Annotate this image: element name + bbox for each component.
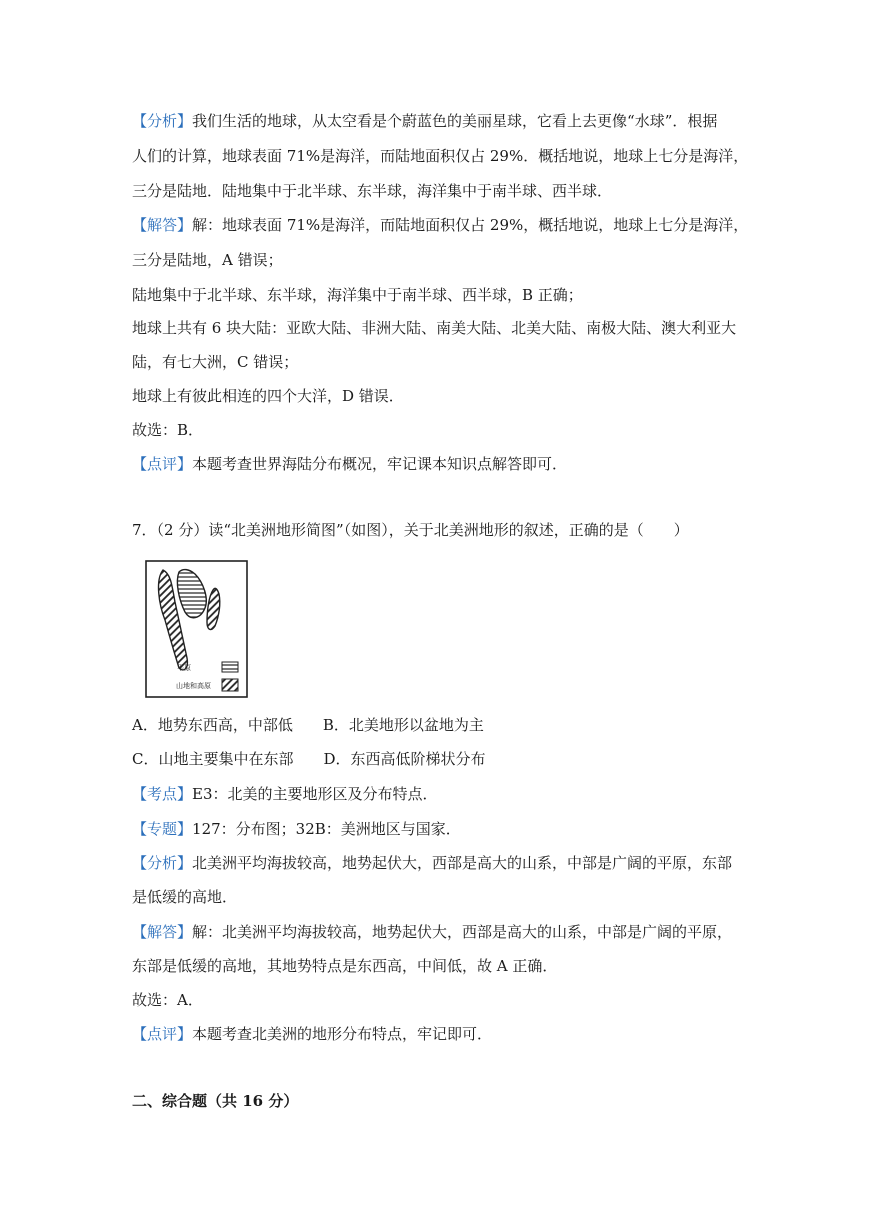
- section-tag: 解答: [147, 923, 178, 941]
- text-line: [132, 352, 298, 372]
- text-line: [132, 887, 237, 907]
- section-tag: 分析: [147, 854, 178, 872]
- line-text: 三分是陆地，A 错误；: [132, 251, 283, 269]
- line-text: A．地势东西高，中部低 B．北美地形以盆地为主: [132, 716, 484, 734]
- section-tag: 专题: [147, 820, 178, 838]
- line-text: 人们的计算，地球表面 71%是海洋，而陆地面积仅占 29%．概括地说，地球上七分是海洋，: [132, 147, 749, 165]
- text-line: 【点评】本题考查北美洲的地形分布特点，牢记即可．: [132, 1025, 493, 1043]
- line-text: 陆，有七大洲，C 错误；: [132, 353, 299, 371]
- line-text: 故选：B．: [132, 421, 204, 439]
- legend-mountain-swatch: [222, 679, 238, 691]
- text-line: 【分析】我们生活的地球，从太空看是个蔚蓝色的美丽星球，它看上去更像“水球”．根据: [132, 112, 718, 130]
- line-text: 是低缓的高地．: [132, 888, 238, 906]
- text-line: [132, 250, 283, 270]
- legend-plain-swatch: [222, 662, 238, 672]
- section-tag: 点评: [147, 455, 178, 473]
- text-line: 【考点】E3：北美的主要地形区及分布特点．: [132, 785, 438, 803]
- line-text: 解：地球表面 71%是海洋，而陆地面积仅占 29%，概括地说，地球上七分是海洋，: [192, 216, 749, 234]
- line-text: 北美洲平均海拔较高，地势起伏大，西部是高大的山系，中部是广阔的平原，东部: [192, 854, 733, 872]
- text-line: [132, 146, 748, 166]
- section-tag: 分析: [147, 112, 178, 130]
- text-line: [132, 715, 484, 735]
- text-line: [132, 956, 557, 976]
- text-line: [132, 318, 736, 338]
- section-tag: 点评: [147, 1025, 178, 1043]
- text-line: 【分析】北美洲平均海拔较高，地势起伏大，西部是高大的山系，中部是广阔的平原，东部: [132, 854, 733, 872]
- section-tag: 解答: [147, 216, 178, 234]
- legend-mountain-label: 山地和高原: [176, 683, 211, 690]
- line-text: 7．（2 分）读“北美洲地形简图”（如图），关于北美洲地形的叙述，正确的是（ ）: [132, 521, 689, 539]
- text-line: 【解答】解：北美洲平均海拔较高，地势起伏大，西部是高大的山系，中部是广阔的平原，: [132, 923, 733, 941]
- line-text: 东部是低缓的高地，其地势特点是东西高，中间低，故 A 正确．: [132, 957, 558, 975]
- text-line: [132, 386, 404, 406]
- text-line: [132, 420, 203, 440]
- line-text: E3：北美的主要地形区及分布特点．: [192, 785, 438, 803]
- line-text: 二、综合题（共 16 分）: [132, 1092, 299, 1110]
- text-line: [132, 990, 203, 1010]
- text-line: 【解答】解：地球表面 71%是海洋，而陆地面积仅占 29%，概括地说，地球上七分是海洋，: [132, 216, 749, 234]
- text-line: [132, 749, 486, 769]
- line-text: 地球上共有 6 块大陆：亚欧大陆、非洲大陆、南美大陆、北美大陆、南极大陆、澳大利亚大: [132, 319, 737, 337]
- line-text: 陆地集中于北半球、东半球，海洋集中于南半球、西半球，B 正确；: [132, 286, 583, 304]
- text-line: [132, 520, 689, 540]
- line-text: 本题考查世界海陆分布概况，牢记课本知识点解答即可．: [192, 455, 568, 473]
- section-tag: 考点: [147, 785, 178, 803]
- north-america-terrain-map: [145, 560, 248, 698]
- text-line: [132, 1091, 298, 1111]
- line-text: 故选：A．: [132, 991, 203, 1009]
- line-text: 地球上有彼此相连的四个大洋，D 错误．: [132, 387, 404, 405]
- line-text: 我们生活的地球，从太空看是个蔚蓝色的美丽星球，它看上去更像“水球”．根据: [192, 112, 718, 130]
- line-text: C．山地主要集中在东部 D．东西高低阶梯状分布: [132, 750, 486, 768]
- text-line: 【点评】本题考查世界海陆分布概况，牢记课本知识点解答即可．: [132, 455, 568, 473]
- line-text: 127：分布图；32B：美洲地区与国家．: [192, 820, 461, 838]
- text-line: [132, 285, 583, 305]
- text-line: 【专题】127：分布图；32B：美洲地区与国家．: [132, 820, 461, 838]
- terrain-map-figure: [145, 560, 248, 698]
- line-text: 三分是陆地．陆地集中于北半球、东半球，海洋集中于南半球、西半球．: [132, 182, 613, 200]
- line-text: 解：北美洲平均海拔较高，地势起伏大，西部是高大的山系，中部是广阔的平原，: [192, 923, 733, 941]
- legend-plain-label: 平原: [177, 665, 191, 672]
- line-text: 本题考查北美洲的地形分布特点，牢记即可．: [192, 1025, 493, 1043]
- text-line: [132, 181, 612, 201]
